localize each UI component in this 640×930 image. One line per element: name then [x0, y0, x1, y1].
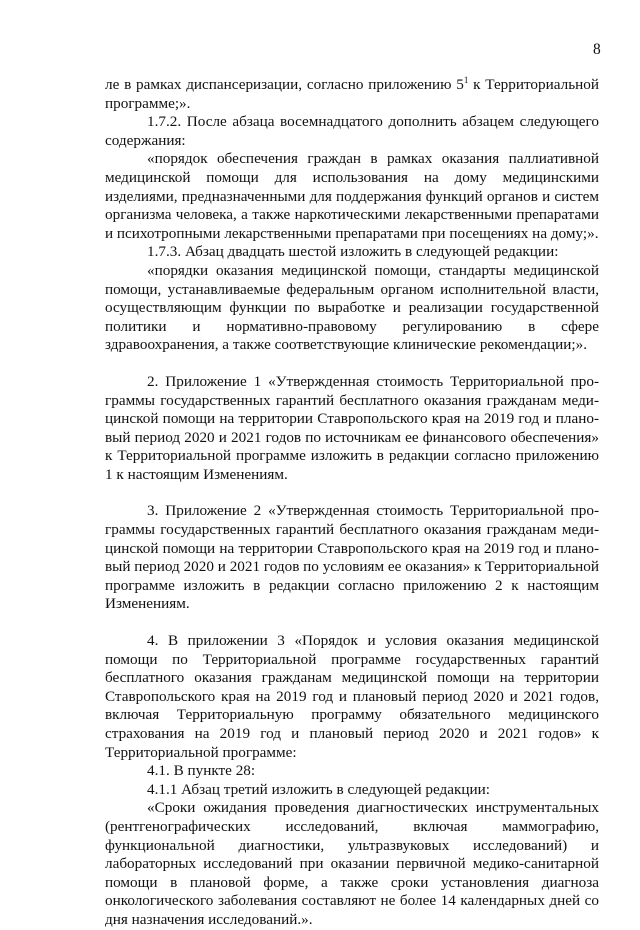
paragraph-quote-standards: «порядки оказания медицинской помощи, стандарты медицинской помощи, устанавливаемые федеральным органом исполнительной власти, осуществляющим функции по выработке и реализации государственной политики и нормативно-правовому регулированию в сфере здравоохранения, а также соответствующие клинические рекомендации;».: [105, 261, 599, 354]
paragraph-item-4: 4. В приложении 3 «Порядок и условия оказания медицинской помощи по Территориальной программе государственных гарантий бесплатного оказания гражданам медицинской помощи на территории Ставропольского края на 2019 год и плановый период 2020 и 2021 годов, включая Территориальную программу обязательного медицинского страхования на 2019 год и плановый период 2020 и 2021 годов» к Территориальной программе:: [105, 632, 599, 761]
paragraph-text: ле в рамках диспансеризации, согласно приложению 5: [105, 76, 464, 93]
document-body: [105, 76, 599, 930]
page-number: 8: [593, 41, 601, 58]
paragraph-4-1: 4.1. В пункте 28:: [147, 762, 256, 780]
paragraph-1-7-3: 1.7.3. Абзац двадцать шестой изложить в следующей редакции:: [147, 243, 559, 261]
footnote-superscript: 1: [463, 75, 469, 85]
paragraph-quote-waiting-times: «Сроки ожидания проведения диагностических инструментальных (рентгенографических исследований, включая маммографию, функциональной диагностики, ультразвуковых исследований) и лабораторных исследований при оказании первичной медико-санитарной помощи в плановой форме, а также сроки установления диагноза онкологического заболевания составляют не более 14 календарных дней со дня назначения исследований.».: [105, 799, 599, 928]
paragraph-quote-palliative: «порядок обеспечения граждан в рамках оказания паллиативной медицинской помощи для использования на дому медицинскими изделиями, предназначенными для поддержания функций органов и систем организма человека, а также наркотическими лекарственными препаратами и психотропными лекарственными препаратами при посещениях на дому;».: [105, 150, 599, 242]
paragraph-continuation: [105, 76, 599, 113]
paragraph-4-1-1: 4.1.1 Абзац третий изложить в следующей редакции:: [147, 780, 490, 798]
paragraph-1-7-2: 1.7.2. После абзаца восемнадцатого дополнить абзацем следующего содержания:: [105, 113, 599, 149]
paragraph-item-3: 3. Приложение 2 «Утвержденная стоимость Территориальной программы государственных гарантий бесплатного оказания гражданам медицинской помощи на территории Ставропольского края на 2019 год и плановый период 2020 и 2021 годов по условиям ее оказания» к Территориальной программе изложить в редакции согласно приложению 2 к настоящим Изменениям.: [105, 502, 599, 613]
paragraph-item-2: 2. Приложение 1 «Утвержденная стоимость Территориальной программы государственных гарантий бесплатного оказания гражданам медицинской помощи на территории Ставропольского края на 2019 год и плановый период 2020 и 2021 годов по источникам ее финансового обеспечения» к Территориальной программе изложить в редакции согласно приложению 1 к настоящим Изменениям.: [105, 372, 599, 483]
paragraph-text-tail: к Территориальной программе;».: [105, 76, 599, 112]
